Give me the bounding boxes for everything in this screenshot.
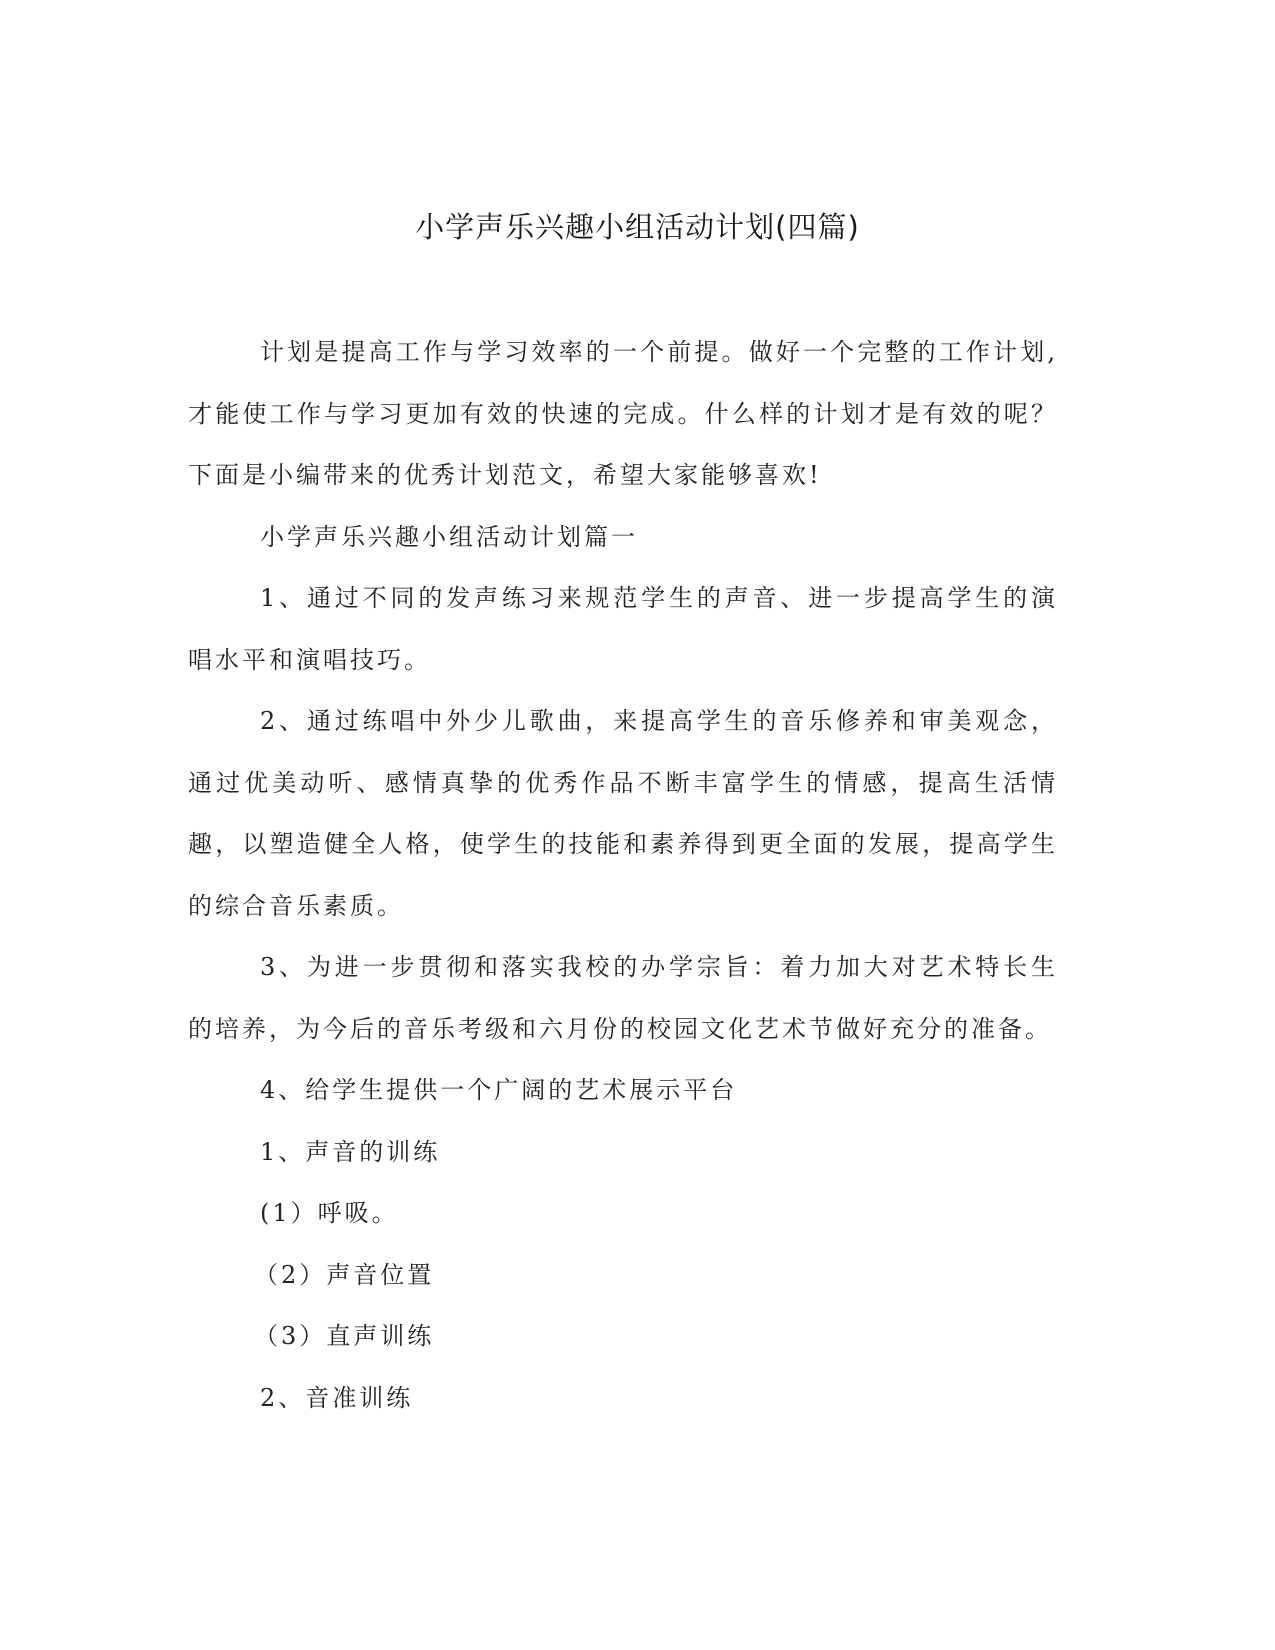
training-subitem-3: （3）直声训练	[254, 1322, 435, 1350]
document-body	[188, 322, 1058, 1429]
goal-item-1: 1、通过不同的发声练习来规范学生的声音、进一步提高学生的演唱水平和演唱技巧。	[188, 584, 1058, 674]
document-title: 小学声乐兴趣小组活动计划(四篇)	[415, 210, 860, 244]
training-subitem-2: （2）声音位置	[254, 1260, 435, 1289]
training-item-2: 2、音准训练	[260, 1383, 414, 1412]
intro-paragraph: 计划是提高工作与学习效率的一个前提。做好一个完整的工作计划,才能使工作与学习更加有效的快速的完成。什么样的计划才是有效的呢？下面是小编带来的优秀计划范文，希望大家能够喜欢!	[188, 338, 1058, 489]
section-heading: 小学声乐兴趣小组活动计划篇一	[260, 522, 638, 551]
goal-item-4: 4、给学生提供一个广阔的艺术展示平台	[260, 1076, 738, 1104]
training-subitem-1: (1）呼吸。	[260, 1199, 399, 1227]
goal-item-3: 3、为进一步贯彻和落实我校的办学宗旨：着力加大对艺术特长生的培养，为今后的音乐考级和六月份的校园文化艺术节做好充分的准备。	[188, 953, 1058, 1043]
goal-item-2: 2、通过练唱中外少儿歌曲，来提高学生的音乐修养和审美观念，通过优美动听、感情真挚的优秀作品不断丰富学生的情感，提高生活情趣，以塑造健全人格，使学生的技能和素养得到更全面的发展，提高学生的综合音乐素质。	[188, 707, 1058, 920]
training-item-1: 1、声音的训练	[260, 1137, 441, 1166]
